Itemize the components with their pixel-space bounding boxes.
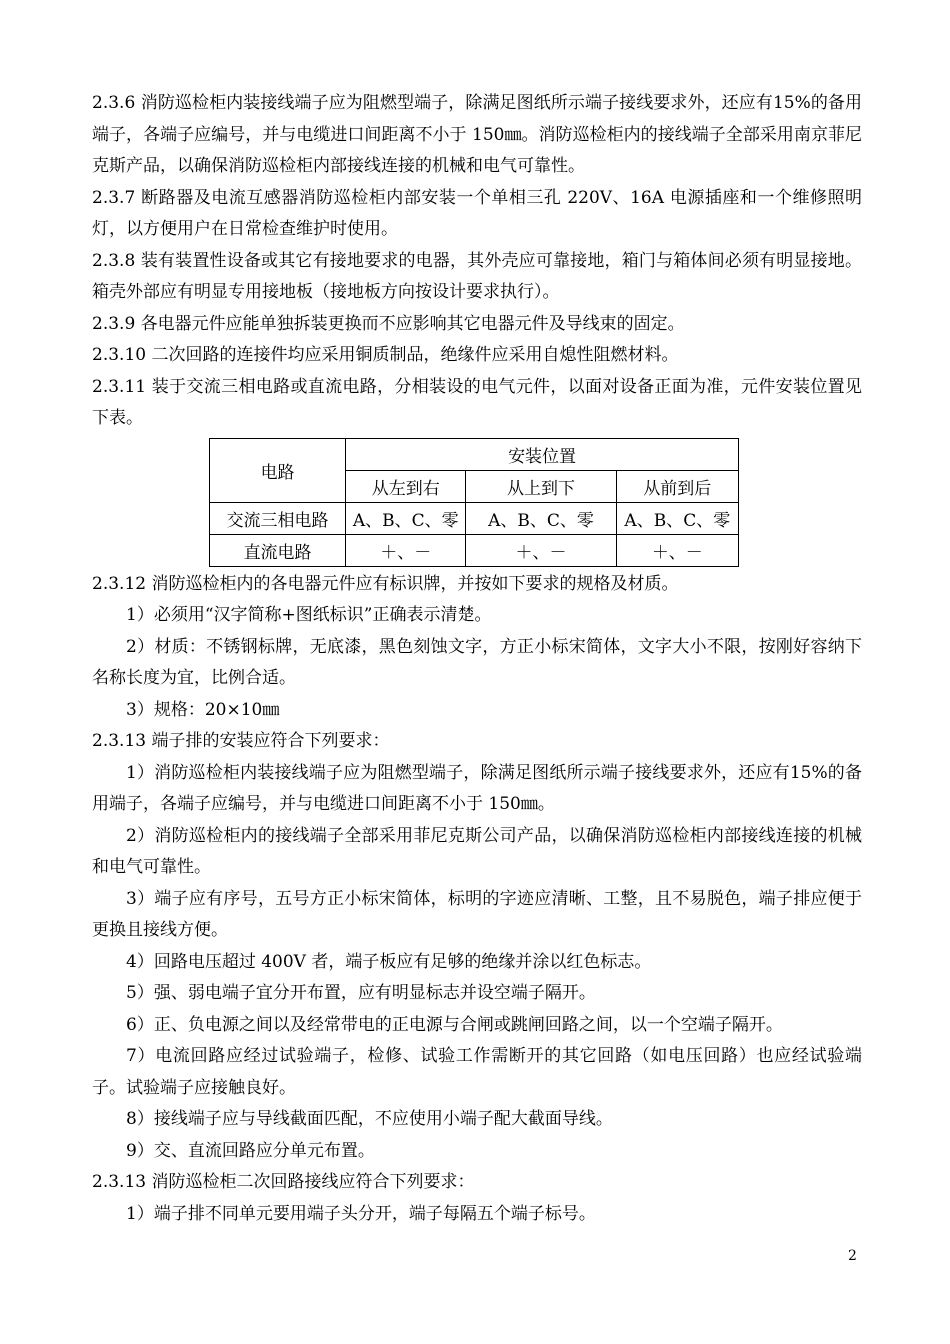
row-label: 交流三相电路 xyxy=(210,502,346,534)
table-cell: ＋、－ xyxy=(616,534,738,566)
paragraph-2-3-9: 2.3.9 各电器元件应能单独拆装更换而不应影响其它电器元件及导线束的固定。 xyxy=(92,313,685,334)
paragraph-2-3-12: 2.3.12 消防巡检柜内的各电器元件应有标识牌，并按如下要求的规格及材质。 xyxy=(92,573,679,594)
row-label: 直流电路 xyxy=(210,534,346,566)
paragraph-2-3-13: 2.3.13 端子排的安装应符合下列要求： xyxy=(92,731,390,751)
list-item: 1）必须用“汉字简称+图纸标识”正确表示清楚。 xyxy=(126,605,492,625)
list-item: 2）材质：不锈钢标牌，无底漆，黑色刻蚀文字，方正小标宋简体，文字大小不限，按刚好容纳下名称长度为宜，比例合适。 xyxy=(92,636,862,688)
list-item: 3）端子应有序号，五号方正小标宋简体，标明的字迹应清晰、工整，且不易脱色，端子排应便于更换且接线方便。 xyxy=(92,888,862,940)
list-item: 7）电流回路应经过试验端子，检修、试验工作需断开的其它回路（如电压回路）也应经试验端子。试验端子应接触良好。 xyxy=(92,1046,862,1098)
paragraph-2-3-11: 2.3.11 装于交流三相电路或直流电路，分相装设的电气元件，以面对设备正面为准，元件安装位置见下表。 xyxy=(92,376,862,428)
list-item: 9）交、直流回路应分单元布置。 xyxy=(126,1140,375,1161)
paragraph-2-3-7: 2.3.7 断路器及电流互感器消防巡检柜内部安装一个单相三孔 220V、16A 电源插座和一个维修照明灯，以方便用户在日常检查维护时使用。 xyxy=(92,187,862,239)
paragraph-2-3-8: 2.3.8 装有装置性设备或其它有接地要求的电器，其外壳应可靠接地，箱门与箱体间必须有明显接地。箱壳外部应有明显专用接地板（接地板方向按设计要求执行）。 xyxy=(92,250,862,302)
paragraph-2-3-13-b: 2.3.13 消防巡检柜二次回路接线应符合下列要求： xyxy=(92,1172,475,1192)
table-cell: A、B、C、零 xyxy=(346,502,466,534)
list-item: 1）端子排不同单元要用端子头分开，端子每隔五个端子标号。 xyxy=(126,1203,596,1224)
table-cell: A、B、C、零 xyxy=(466,502,616,534)
subheader-left-right: 从左到右 xyxy=(346,470,466,502)
subheader-top-bottom: 从上到下 xyxy=(466,470,616,502)
list-item: 1）消防巡检柜内装接线端子应为阻燃型端子，除满足图纸所示端子接线要求外，还应有15%的备用端子，各端子应编号，并与电缆进口间距离不小于 150㎜。 xyxy=(92,762,862,814)
page-number: 2 xyxy=(848,1248,857,1264)
table-cell: A、B、C、零 xyxy=(616,502,738,534)
header-install-position: 安装位置 xyxy=(346,438,739,470)
table-cell: ＋、－ xyxy=(346,534,466,566)
list-item: 5）强、弱电端子宜分开布置，应有明显标志并设空端子隔开。 xyxy=(126,983,596,1003)
list-item: 8）接线端子应与导线截面匹配，不应使用小端子配大截面导线。 xyxy=(126,1109,613,1129)
header-circuit: 电路 xyxy=(210,438,346,502)
document-body xyxy=(92,88,862,1230)
table-row xyxy=(210,502,739,534)
list-item: 3）规格：20×10㎜ xyxy=(126,699,280,720)
paragraph-2-3-10: 2.3.10 二次回路的连接件均应采用铜质制品，绝缘件应采用自熄性阻燃材料。 xyxy=(92,345,679,365)
list-item: 2）消防巡检柜内的接线端子全部采用菲尼克斯公司产品，以确保消防巡检柜内部接线连接的机械和电气可靠性。 xyxy=(92,825,862,877)
table-row xyxy=(210,534,739,566)
subheader-front-back: 从前到后 xyxy=(616,470,738,502)
install-position-table xyxy=(209,438,739,567)
table-cell: ＋、－ xyxy=(466,534,616,566)
list-item: 6）正、负电源之间以及经常带电的正电源与合闸或跳闸回路之间，以一个空端子隔开。 xyxy=(126,1014,783,1035)
list-item: 4）回路电压超过 400V 者，端子板应有足够的绝缘并涂以红色标志。 xyxy=(126,951,652,972)
paragraph-2-3-6: 2.3.6 消防巡检柜内装接线端子应为阻燃型端子，除满足图纸所示端子接线要求外，还应有15%的备用端子，各端子应编号，并与电缆进口间距离不小于 150㎜。消防巡检柜内的接线端子全部采用南京菲尼克斯产品，以确保消防巡检柜内部接线连接的机械和电气可靠性。 xyxy=(92,93,862,176)
